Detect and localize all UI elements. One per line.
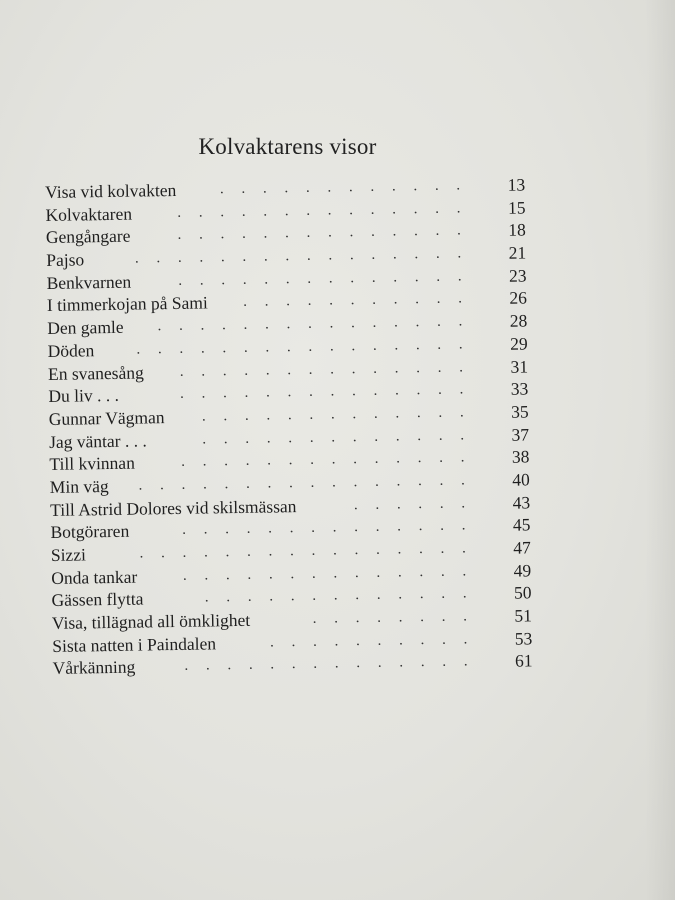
toc-entry-title: Vårkänning <box>52 657 136 679</box>
toc-entry-title: Gengångare <box>45 226 131 248</box>
toc-entry-page-number: 23 <box>508 265 527 286</box>
toc-entry-page-number: 38 <box>511 446 530 467</box>
toc-entry-title: Sizzi <box>50 544 87 565</box>
toc-entry-page-number: 35 <box>511 401 529 422</box>
toc-entry-leader-dots: . . . . . . . . . . . . . <box>204 585 474 606</box>
toc-entry-title: Pajso <box>46 249 85 271</box>
toc-entry-leader-dots: . . . . . . . . . . . . . <box>202 426 472 448</box>
toc-entry-title: Till kvinnan <box>49 452 136 475</box>
toc-entry-page-number: 15 <box>507 197 526 218</box>
toc-entry-page-number: 31 <box>510 355 529 377</box>
toc-entry-leader-dots: . . . . . . . . . . . . <box>219 177 468 198</box>
toc-entry-title: Du liv . . . <box>48 385 120 407</box>
toc-entry-title: Visa, tillägnad all ömklighet <box>51 609 251 634</box>
toc-entry-title: Min väg <box>49 475 109 497</box>
toc-entry-leader-dots: . . . . . . . . <box>312 608 475 627</box>
page-title: Kolvaktarens visor <box>198 134 377 159</box>
toc-entry-page-number: 29 <box>509 333 528 354</box>
toc-entry-title: Den gamle <box>47 316 124 339</box>
toc-entry-leader-dots: . . . . . . . . . . . . . . <box>184 653 475 675</box>
toc-entry-page-number: 26 <box>509 287 528 309</box>
toc-entry-title: Jag väntar . . . <box>48 429 147 452</box>
toc-entry-page-number: 51 <box>514 605 533 626</box>
toc-entry-leader-dots: . . . . . . . . . . . . . . <box>177 200 468 221</box>
page-edge-shadow <box>645 0 675 900</box>
toc-entry-leader-dots: . . . . . . . . . . . <box>243 290 470 311</box>
toc-entry-leader-dots: . . . . . . . . . . . . . . . . <box>136 336 470 358</box>
toc-entry-page-number: 61 <box>514 650 533 672</box>
toc-entry-leader-dots: . . . . . . . . . . . . . . . . <box>138 472 472 494</box>
toc-entry-page-number: 21 <box>508 242 527 263</box>
toc-entry-leader-dots: . . . . . . . . . . . . . . <box>178 268 469 289</box>
toc-entry-leader-dots: . . . . . . . . . . . . . <box>201 404 471 425</box>
toc-entry-leader-dots: . . . . . . . . . . . . . . . . <box>139 540 473 562</box>
toc-entry-title: Till Astrid Dolores vid skilsmässan <box>50 495 297 520</box>
toc-entry-page-number: 33 <box>510 378 529 399</box>
toc-entry-title: Kolvaktaren <box>45 203 133 225</box>
toc-entry-title: Onda tankar <box>51 566 138 588</box>
toc-entry-title: En svanesång <box>47 361 144 384</box>
toc-entry-title: Döden <box>47 340 95 361</box>
toc-entry-leader-dots: . . . . . . . . . . . . . . <box>182 517 473 539</box>
toc-entry-leader-dots: . . . . . . . . . . . . . . <box>179 381 471 403</box>
toc-entry-page-number: 13 <box>507 174 526 195</box>
toc-entry-page-number: 49 <box>513 560 532 581</box>
toc-entry-leader-dots: . . . . . . <box>353 494 473 513</box>
toc-entry-leader-dots: . . . . . . . . . . . . . . . . <box>134 245 469 267</box>
toc-entry-leader-dots: . . . . . . . . . . <box>269 631 475 651</box>
toc-entry-page-number: 18 <box>508 219 526 241</box>
toc-entry-title: Sista natten i Paindalen <box>52 633 217 656</box>
toc-entry-page-number: 50 <box>513 582 532 604</box>
toc-entry-title: Visa vid kolvakten <box>45 179 177 202</box>
toc-entry-page-number: 47 <box>513 537 531 558</box>
toc-entry-leader-dots: . . . . . . . . . . . . . . <box>179 358 471 380</box>
toc-entry-page-number: 45 <box>512 514 531 536</box>
toc-entry-leader-dots: . . . . . . . . . . . . . . <box>177 222 468 244</box>
toc-entry-page-number: 37 <box>511 423 530 445</box>
toc-entry-title: Gunnar Vägman <box>48 407 165 429</box>
toc-entry-title: Benkvarnen <box>46 271 132 293</box>
toc-entry-leader-dots: . . . . . . . . . . . . . . <box>182 563 474 584</box>
toc-entry-title: Botgöraren <box>50 521 130 543</box>
toc-entry-title: I timmerkojan på Sami <box>46 292 208 316</box>
toc-entry-page-number: 53 <box>514 628 533 649</box>
toc-entry-page-number: 40 <box>512 469 530 490</box>
table-of-contents <box>45 173 533 680</box>
toc-entry-page-number: 43 <box>512 492 531 513</box>
toc-entry-page-number: 28 <box>509 310 528 331</box>
toc-entry-leader-dots: . . . . . . . . . . . . . . <box>181 449 472 471</box>
toc-entry-title: Gässen flytta <box>51 588 144 611</box>
toc-entry-leader-dots: . . . . . . . . . . . . . . . <box>157 313 470 335</box>
